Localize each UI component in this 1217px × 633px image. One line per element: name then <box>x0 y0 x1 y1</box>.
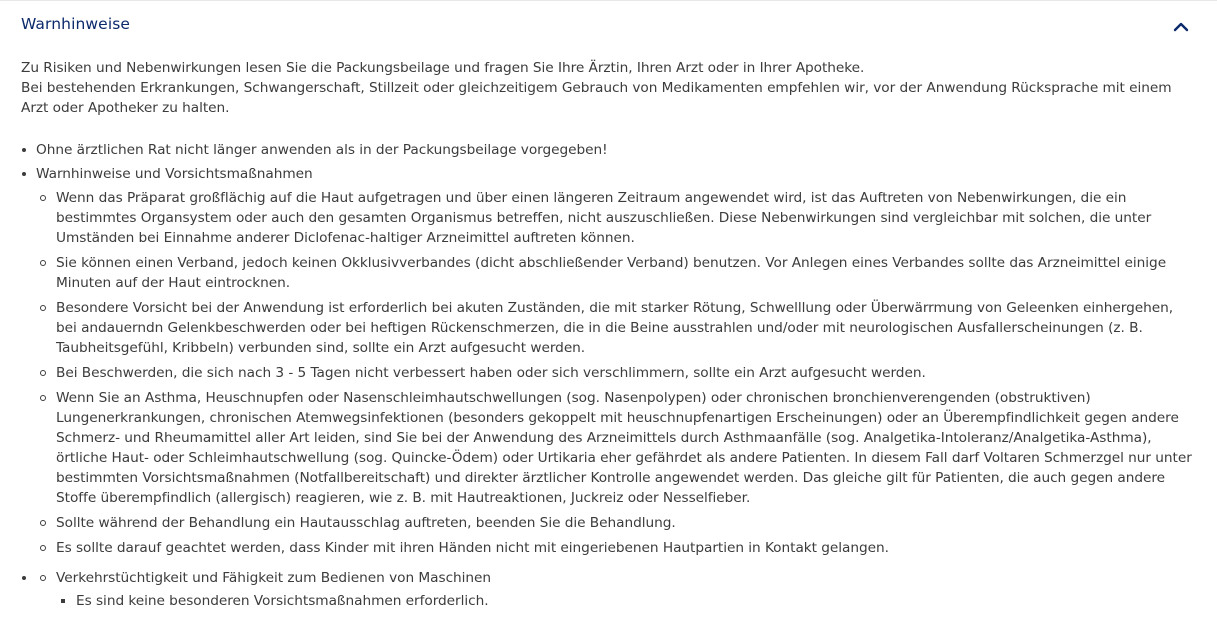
sub-list <box>36 188 1196 558</box>
sub-list-item: Es sollte darauf geachtet werden, dass Kinder mit ihren Händen nicht mit eingeriebenen Hautpartien in Kontakt gelangen. <box>36 538 1196 558</box>
sub-list-item: Wenn das Präparat großflächig auf die Haut aufgetragen und über einen längeren Zeitraum angewendet wird, ist das Auftreten von Nebenwirkungen, die ein bestimmtes Organsystem oder auch den gesamten Organismus betreffen, nicht auszuschließen. Diese Nebenwirkungen sind vergleichbar mit solchen, die unter Umständen bei Einnahme anderer Diclofenac-haltiger Arzneimittel auftreten können. <box>36 188 1196 248</box>
list-item-text: Ohne ärztlichen Rat nicht länger anwenden als in der Packungsbeilage vorgegeben! <box>36 142 608 158</box>
sub-list-item <box>36 568 1196 611</box>
intro-line-2: Bei bestehenden Erkrankungen, Schwangerschaft, Stillzeit oder gleichzeitigem Gebrauch von Medikamenten empfehlen wir, vor der Anwendung Rücksprache mit einem Arzt oder Apotheker zu halten. <box>21 80 1172 116</box>
sub-list-item: Sollte während der Behandlung ein Hautausschlag auftreten, beenden Sie die Behandlung. <box>36 513 1196 533</box>
list-item <box>21 164 1196 558</box>
intro-text <box>21 58 1196 118</box>
list-item-text: Warnhinweise und Vorsichtsmaßnahmen <box>36 166 313 182</box>
warning-list <box>21 140 1196 611</box>
intro-line-1: Zu Risiken und Nebenwirkungen lesen Sie die Packungsbeilage und fragen Sie Ihre Ärztin, Ihren Arzt oder in Ihrer Apotheke. <box>21 60 865 76</box>
sub-list <box>36 568 1196 611</box>
section-title: Warnhinweise <box>21 15 131 33</box>
sub-sub-list <box>56 591 1196 611</box>
sub-list-item-text: Verkehrstüchtigkeit und Fähigkeit zum Bedienen von Maschinen <box>56 570 492 586</box>
chevron-up-icon[interactable] <box>1170 17 1192 37</box>
accordion-header[interactable] <box>0 0 1217 52</box>
list-item <box>21 140 1196 160</box>
list-item <box>21 568 1196 611</box>
sub-sub-list-item: Es sind keine besonderen Vorsichtsmaßnahmen erforderlich. <box>56 591 1196 611</box>
sub-list-item: Besondere Vorsicht bei der Anwendung ist erforderlich bei akuten Zuständen, die mit starker Rötung, Schwelllung oder Überwärrmung von Geleenken einhergehen, bei andauerndn Gelenkbeschwerden oder bei heftigen Rückenschmerzen, die in die Beine ausstrahlen und/oder mit neurologischen Ausfallerscheinungen (z. B. Taubheitsgefühl, Kribbeln) verbunden sind, sollte ein Arzt aufgesucht werden. <box>36 298 1196 358</box>
sub-list-item: Wenn Sie an Asthma, Heuschnupfen oder Nasenschleimhautschwellungen (sog. Nasenpolypen) oder chronischen bronchienverengenden (obstruktiven) Lungenerkrankungen, chronischen Atemwegsinfektionen (besonders gekoppelt mit heuschnupfenartigen Erscheinungen) oder an Überempfindlichkeit gegen andere Schmerz- und Rheumamittel aller Art leiden, sind Sie bei der Anwendung des Arzneimittels durch Asthmaanfälle (sog. Analgetika-Intoleranz/Analgetika-Asthma), örtliche Haut- oder Schleimhautschwellung (sog. Quincke-Ödem) oder Urtikaria eher gefährdet als andere Patienten. In diesem Fall darf Voltaren Schmerzgel nur unter bestimmten Vorsichtsmaßnahmen (Notfallbereitschaft) und direkter ärztlicher Kontrolle angewendet werden. Das gleiche gilt für Patienten, die auch gegen andere Stoffe überempfindlich (allergisch) reagieren, wie z. B. mit Hautreaktionen, Juckreiz oder Nesselfieber. <box>36 388 1196 508</box>
accordion-content <box>21 58 1196 616</box>
sub-list-item: Bei Beschwerden, die sich nach 3 - 5 Tagen nicht verbessert haben oder sich verschlimmern, sollte ein Arzt aufgesucht werden. <box>36 363 1196 383</box>
sub-list-item: Sie können einen Verband, jedoch keinen Okklusivverbandes (dicht abschließender Verband) benutzen. Vor Anlegen eines Verbandes sollte das Arzneimittel einige Minuten auf der Haut eintrocknen. <box>36 253 1196 293</box>
